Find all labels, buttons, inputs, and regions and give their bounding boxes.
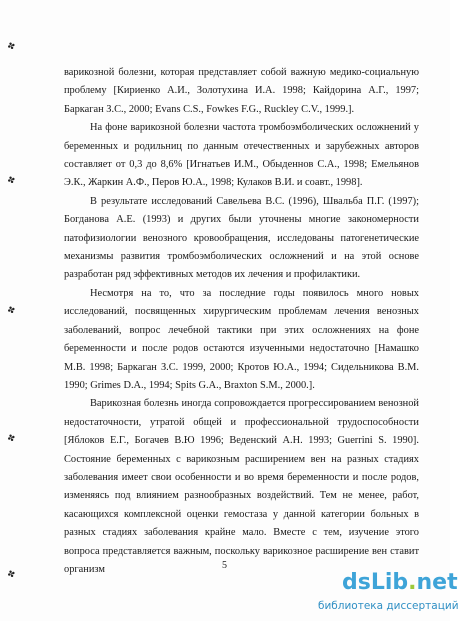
scan-artifact-mark: ✤ [6, 41, 18, 53]
logo-main-text: dsLib [342, 570, 409, 595]
paragraph: Варикозная болезнь иногда сопровождается прогрессированием венозной недостаточности, утратой общей и профессиональной трудоспособности [Яблоков Е.Г., Богачев В.Ю 1996; Веденский А.Н. 1993; Guerrini S. 1990]. Состояние беременных с варикозным расширением вен на разных стадиях заболевания имеет свои особенности и во время беременности и после родов, изменяясь под влиянием разнообразных воздействий. Тем не менее, работ, касающихся комплексной оценки гемостаза у данной категории больных в разных стадиях заболевания крайне мало. Вместе с тем, изучение этого вопроса представляется важным, поскольку варикозное расширение вен ставит организм [64, 398, 419, 575]
scan-artifact-mark: ✤ [6, 175, 18, 187]
page-number: 5 [222, 560, 227, 571]
logo-tld-text: net [416, 570, 458, 595]
paragraph: варикозной болезни, которая представляет собой важную медико-социальную проблему [Кириенко А.И., Золотухина И.А. 1998; Кайдорина А.Г., 1997; Баркаган З.С., 2000; Evans C.S., Fowkes F.G., Ruckley C.V., 1999.]. [64, 67, 419, 115]
scan-artifact-mark: ✤ [6, 569, 18, 581]
paragraph: В результате исследований Савельева В.С. (1996), Швальба П.Г. (1997); Богданова А.Е. (1993) и других были уточнены многие закономерности патофизиологии венозного кровообращения, исследованы патогенетические механизмы развития тромбоэмболических осложнений и на этой основе разработан ряд эффективных методов их лечения и профилактики. [64, 195, 419, 281]
paragraph: Несмотря на то, что за последние годы появилось много новых исследований, посвященных хирургическим проблемам лечения венозных заболеваний, вопрос лечебной тактики при этих осложнениях на фоне беременности и после родов остаются изученными недостаточно [Намашко М.В. 1998; Баркаган З.С. 1999, 2000; Кротов Ю.А., 1994; Сидельникова В.М. 1990; Grimes D.A., 1994; Spits G.A., Braxton S.M., 2000.]. [64, 287, 419, 391]
scan-artifact-mark: ✤ [6, 305, 18, 317]
dslib-logo [342, 570, 458, 596]
dslib-watermark [318, 568, 459, 618]
logo-dot: . [408, 570, 417, 595]
paragraph: На фоне варикозной болезни частота тромбоэмболических осложнений у беременных и родильниц по данным отечественных и зарубежных авторов составляет от 0,3 до 8,6% [Игнатьев И.М., Обыденнов С.А., 1998; Емельянов Э.К., Жаркин А.Ф., Перов Ю.А., 1998; Кулаков В.И. и соавт., 1998]. [64, 122, 419, 189]
scan-artifact-mark: ✤ [6, 433, 18, 445]
watermark-caption: библиотека диссертаций [318, 600, 459, 612]
body-text [64, 64, 419, 579]
